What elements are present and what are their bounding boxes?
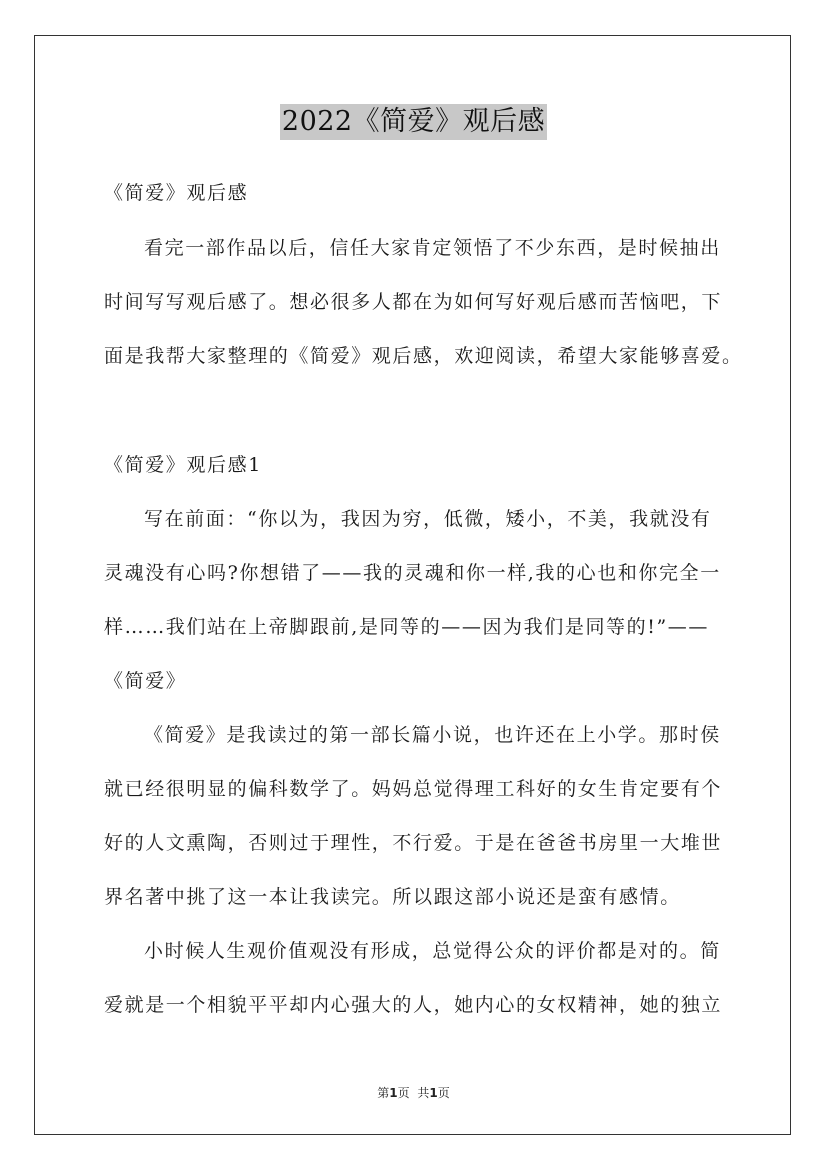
section-heading-1: 《简爱》观后感1 <box>104 454 262 476</box>
paragraph-line: 就已经很明显的偏科数学了。妈妈总觉得理工科好的女生肯定要有个 <box>104 778 723 800</box>
footer-page-number: 1 <box>389 1086 398 1100</box>
paragraph-line: 好的人文熏陶，否则过于理性，不行爱。于是在爸爸书房里一大堆世 <box>104 832 723 854</box>
paragraph-line: 样……我们站在上帝脚跟前,是同等的——因为我们是同等的!”—— <box>104 616 709 638</box>
title-wrap <box>0 104 827 140</box>
paragraph-line: 《简爱》 <box>104 670 187 692</box>
paragraph-line: 写在前面：“你以为，我因为穷，低微，矮小，不美，我就没有 <box>144 508 712 530</box>
page-footer <box>0 1084 827 1101</box>
paragraph-line: 看完一部作品以后，信任大家肯定领悟了不少东西，是时候抽出 <box>144 237 721 259</box>
paragraph-line: 时间写写观后感了。想必很多人都在为如何写好观后感而苦恼吧，下 <box>104 291 723 313</box>
footer-total-suffix: 页 <box>437 1086 450 1100</box>
footer-total-pages: 1 <box>429 1086 438 1100</box>
paragraph-line: 界名著中挑了这一本让我读完。所以跟这部小说还是蛮有感情。 <box>104 886 681 908</box>
footer-total-prefix: 共 <box>417 1086 430 1100</box>
paragraph-line: 爱就是一个相貌平平却内心强大的人，她内心的女权精神，她的独立 <box>104 994 723 1016</box>
paragraph-line: 《简爱》是我读过的第一部长篇小说，也许还在上小学。那时侯 <box>144 724 721 746</box>
section-heading-intro: 《简爱》观后感 <box>104 182 249 204</box>
footer-page-suffix: 页 <box>397 1086 410 1100</box>
paragraph-line: 灵魂没有心吗?你想错了——我的灵魂和你一样,我的心也和你完全一 <box>104 562 721 584</box>
paragraph-line: 面是我帮大家整理的《简爱》观后感，欢迎阅读，希望大家能够喜爱。 <box>104 345 743 367</box>
document-title: 2022《简爱》观后感 <box>280 104 547 140</box>
paragraph-line: 小时候人生观价值观没有形成，总觉得公众的评价都是对的。简 <box>144 940 721 962</box>
footer-prefix: 第 <box>377 1086 390 1100</box>
